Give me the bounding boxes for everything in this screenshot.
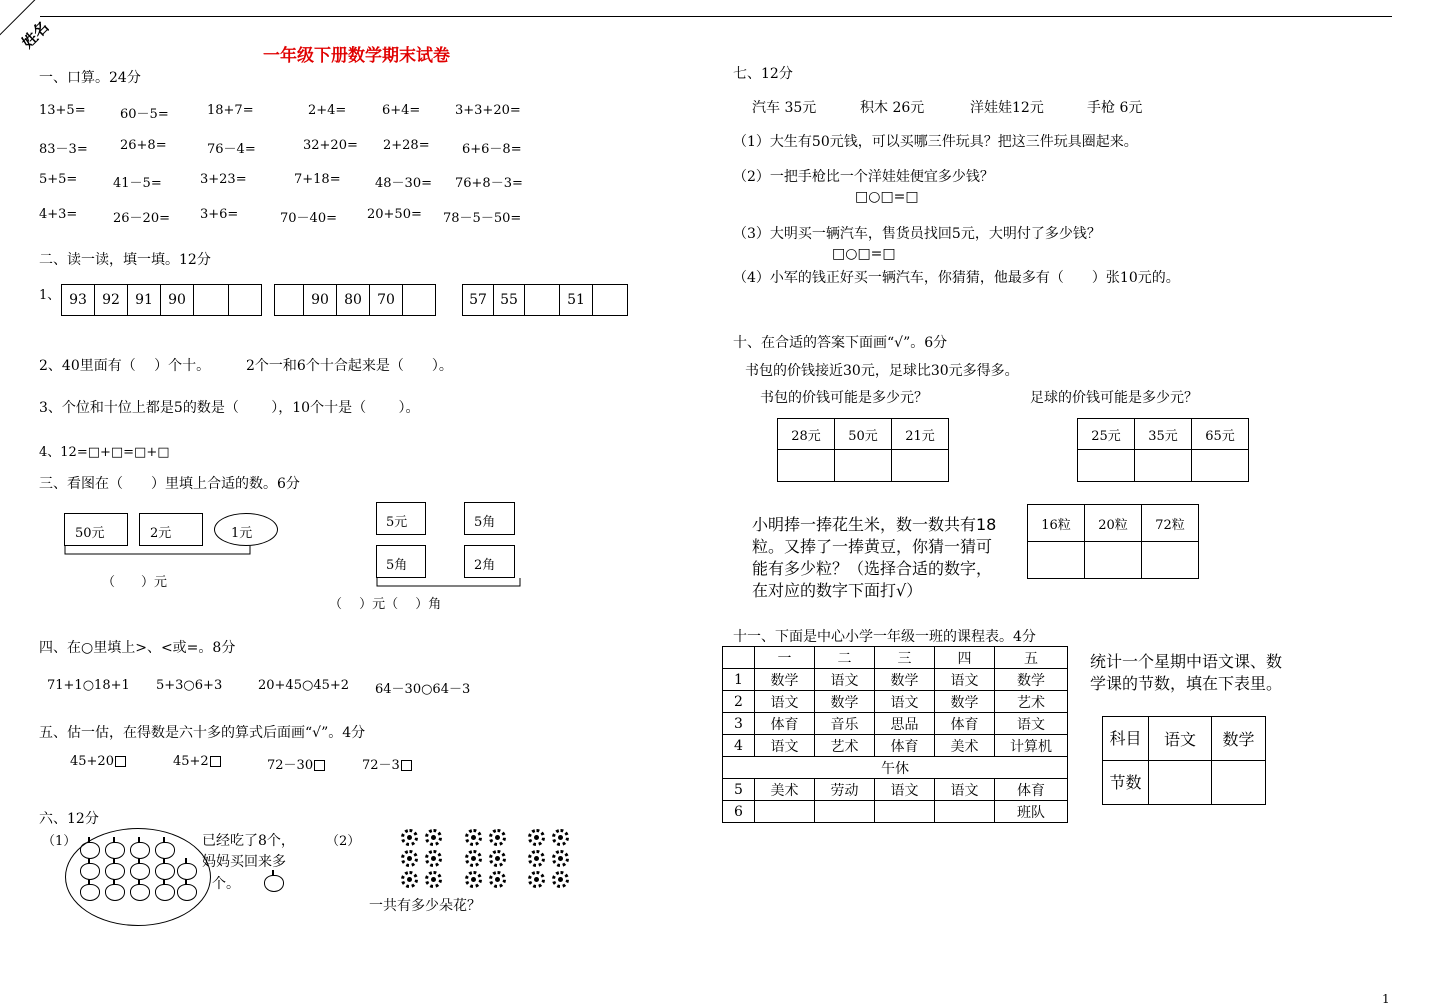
- apple-icon: [155, 842, 175, 859]
- coin-1-yuan: 1元: [214, 513, 278, 546]
- apple-icon: [80, 884, 100, 901]
- seq-cell: 92: [95, 285, 128, 316]
- ball-options-table: [1077, 418, 1249, 482]
- s7-q4: （4）小军的钱正好买一辆汽车，你猜猜，他最多有（ ）张10元的。: [733, 270, 1180, 286]
- peanut-options-table: [1027, 504, 1199, 579]
- coin-5-jiao-1: 5角: [464, 502, 515, 535]
- stat-answer-chinese[interactable]: [1149, 761, 1212, 805]
- estimate-item[interactable]: 45+20: [70, 754, 127, 769]
- day-header: 四: [935, 647, 995, 669]
- flower-icon: [552, 850, 569, 867]
- s2-q4: 4、12=□+□=□+□: [39, 445, 170, 460]
- option-cell: 65元: [1192, 419, 1249, 450]
- apple-icon: [80, 842, 100, 859]
- flower-icon: [489, 871, 506, 888]
- compare-item[interactable]: 71+1○18+1: [47, 678, 130, 693]
- day-header: 三: [875, 647, 935, 669]
- lunch-break-row: 午休: [723, 757, 1068, 779]
- seq-blank[interactable]: [403, 285, 436, 316]
- stat-header-math: 数学: [1212, 717, 1266, 761]
- compare-item[interactable]: 20+45○45+2: [258, 678, 350, 693]
- option-cell: 16粒: [1028, 505, 1085, 542]
- apple-icon: [155, 863, 175, 880]
- s7-q1: （1）大生有50元钱，可以买哪三件玩具？把这三件玩具圈起来。: [733, 134, 1138, 150]
- arith-problem[interactable]: 83－3=: [39, 142, 88, 157]
- s2-q3: 3、个位和十位上都是5的数是（ ），10个十是（ ）。: [39, 400, 420, 416]
- coin-5-jiao-2: 5角: [376, 545, 426, 578]
- day-header: 五: [995, 647, 1068, 669]
- flower-icon: [552, 871, 569, 888]
- seq-blank[interactable]: [275, 285, 304, 316]
- s6-q1-text1: 已经吃了8个，: [202, 833, 295, 849]
- price-item: 手枪 6元: [1087, 100, 1143, 116]
- s3-heading: 三、看图在（ ）里填上合适的数。6分: [39, 476, 300, 492]
- answer-cell[interactable]: [1078, 450, 1135, 482]
- seq-table-3: [462, 284, 628, 316]
- s3-answer-2[interactable]: （ ）元（ ）角: [329, 597, 442, 612]
- apple-icon: [105, 863, 125, 880]
- estimate-item[interactable]: 72－30: [267, 754, 326, 773]
- option-cell: 28元: [778, 419, 835, 450]
- apple-icon: [80, 863, 100, 880]
- arith-problem[interactable]: 2+4=: [308, 103, 347, 118]
- coin-50-yuan: 50元: [64, 513, 128, 546]
- flower-icon: [465, 829, 482, 846]
- s2-q2a: 2、40里面有（ ）个十。: [39, 358, 211, 374]
- timetable-row: 4 语文 艺术 体育 美术 计算机: [723, 735, 1068, 757]
- flower-icon: [465, 871, 482, 888]
- answer-cell[interactable]: [1142, 542, 1199, 579]
- s5-heading: 五、估一估，在得数是六十多的算式后面画“√”。4分: [39, 725, 366, 741]
- timetable-row: 3 体育 音乐 思品 体育 语文: [723, 713, 1068, 735]
- flower-icon: [425, 829, 442, 846]
- checkbox-square[interactable]: [401, 760, 412, 771]
- page-number: 1: [1382, 992, 1390, 1006]
- coin-5-yuan: 5元: [376, 502, 426, 535]
- timetable-row: 1 数学 语文 数学 语文 数学: [723, 669, 1068, 691]
- s7-heading: 七、12分: [733, 66, 793, 82]
- apple-icon: [105, 884, 125, 901]
- answer-cell[interactable]: [1085, 542, 1142, 579]
- arith-problem[interactable]: 13+5=: [39, 103, 86, 118]
- seq-blank[interactable]: [525, 285, 560, 316]
- arith-problem[interactable]: 4+3=: [39, 207, 78, 222]
- stat-header-subject: 科目: [1103, 717, 1149, 761]
- s7-q3-equation[interactable]: □○□=□: [832, 246, 896, 262]
- flower-icon: [489, 850, 506, 867]
- s6-q2-question: 一共有多少朵花？: [369, 898, 481, 914]
- s10-bag-question: 书包的价钱可能是多少元？: [760, 390, 928, 406]
- s6-q1-text2: 妈妈买回来多: [202, 854, 286, 870]
- coin-2-yuan: 2元: [139, 513, 203, 546]
- arith-problem[interactable]: 26－20=: [113, 211, 170, 226]
- seq-cell: 93: [62, 285, 95, 316]
- seq-cell: 57: [463, 285, 494, 316]
- s6-q1-text3: 个。: [212, 876, 240, 892]
- flower-icon: [489, 829, 506, 846]
- answer-cell[interactable]: [835, 450, 892, 482]
- answer-cell[interactable]: [1135, 450, 1192, 482]
- compare-item[interactable]: 5+3○6+3: [156, 678, 223, 693]
- checkbox-square[interactable]: [210, 756, 221, 767]
- flower-icon: [528, 829, 545, 846]
- apple-icon: [177, 884, 197, 901]
- apple-icon: [130, 863, 150, 880]
- flower-icon: [401, 829, 418, 846]
- s4-heading: 四、在○里填上>、<或=。8分: [39, 640, 236, 656]
- s3-answer-1[interactable]: （ ）元: [102, 575, 168, 590]
- stat-row-label: 节数: [1103, 761, 1149, 805]
- arith-problem[interactable]: 18+7=: [207, 103, 254, 118]
- seq-blank[interactable]: [593, 285, 628, 316]
- price-item: 积木 26元: [860, 100, 925, 116]
- brace-2: [375, 578, 525, 594]
- s1-heading: 一、口算。24分: [39, 70, 141, 86]
- stat-instruction: 统计一个星期中语文课、数学课的节数，填在下表里。: [1090, 652, 1283, 693]
- s10-intro: 书包的价钱接近30元，足球比30元多得多。: [745, 363, 1019, 379]
- s7-q3: （3）大明买一辆汽车，售货员找回5元，大明付了多少钱？: [733, 226, 1101, 242]
- estimate-item[interactable]: 45+2: [173, 754, 222, 769]
- apple-icon: [264, 875, 284, 892]
- apple-icon: [105, 842, 125, 859]
- flower-icon: [425, 850, 442, 867]
- answer-cell[interactable]: [892, 450, 949, 482]
- option-cell: 72粒: [1142, 505, 1199, 542]
- s11-heading: 十一、下面是中心小学一年级一班的课程表。4分: [733, 629, 1036, 645]
- option-cell: 35元: [1135, 419, 1192, 450]
- seq-table-2: [274, 284, 436, 316]
- arith-problem[interactable]: 20+50=: [367, 207, 422, 222]
- stat-header-chinese: 语文: [1149, 717, 1212, 761]
- arith-problem[interactable]: 3+23=: [200, 172, 247, 187]
- coin-2-jiao: 2角: [464, 545, 515, 578]
- flower-icon: [465, 850, 482, 867]
- flower-icon: [401, 850, 418, 867]
- apple-icon: [177, 863, 197, 880]
- arith-problem[interactable]: 76－4=: [207, 142, 256, 157]
- flower-icon: [528, 871, 545, 888]
- seq-cell: 55: [494, 285, 525, 316]
- s7-q2: （2）一把手枪比一个洋娃娃便宜多少钱？: [733, 169, 994, 185]
- s2-q2b: 2个一和6个十合起来是（ ）。: [246, 358, 453, 374]
- day-header: 一: [755, 647, 815, 669]
- arith-problem[interactable]: 26+8=: [120, 138, 167, 153]
- arith-problem[interactable]: 78－5－50=: [443, 211, 522, 226]
- flower-icon: [401, 871, 418, 888]
- timetable: [722, 646, 1068, 823]
- name-label: 姓名: [18, 17, 53, 52]
- answer-cell[interactable]: [1028, 542, 1085, 579]
- seq-cell: 91: [128, 285, 161, 316]
- arith-problem[interactable]: 3+3+20=: [455, 103, 521, 118]
- timetable-row: 2 语文 数学 语文 数学 艺术: [723, 691, 1068, 713]
- arith-problem[interactable]: 41－5=: [113, 176, 162, 191]
- page-title: 一年级下册数学期末试卷: [263, 46, 450, 66]
- arith-problem[interactable]: 48－30=: [375, 176, 432, 191]
- arith-problem[interactable]: 76+8－3=: [455, 176, 523, 191]
- bag-options-table: [777, 418, 949, 482]
- s7-q2-equation[interactable]: □○□=□: [855, 189, 919, 205]
- apple-icon: [130, 842, 150, 859]
- price-item: 洋娃娃12元: [970, 100, 1044, 116]
- seq-cell: 90: [161, 285, 194, 316]
- option-cell: 25元: [1078, 419, 1135, 450]
- flower-icon: [425, 871, 442, 888]
- flower-icon: [552, 829, 569, 846]
- arith-problem[interactable]: 6+6－8=: [462, 142, 522, 157]
- seq-cell: 70: [370, 285, 403, 316]
- s6-q1-label: （1）: [42, 834, 77, 849]
- option-cell: 21元: [892, 419, 949, 450]
- timetable-row: 6 班队: [723, 801, 1068, 823]
- flower-icon: [528, 850, 545, 867]
- arith-problem[interactable]: 3+6=: [200, 207, 239, 222]
- option-cell: 50元: [835, 419, 892, 450]
- s10-ball-question: 足球的价钱可能是多少元？: [1030, 390, 1198, 406]
- apple-icon: [155, 884, 175, 901]
- s2-q1-label: 1、: [39, 288, 61, 303]
- s6-heading: 六、12分: [39, 811, 99, 827]
- seq-cell: 51: [560, 285, 593, 316]
- compare-item[interactable]: 64－30○64－3: [375, 682, 471, 697]
- estimate-item[interactable]: 72－3: [362, 754, 413, 773]
- apple-icon: [130, 884, 150, 901]
- checkbox-square[interactable]: [115, 756, 126, 767]
- seq-blank[interactable]: [194, 285, 229, 316]
- arith-problem[interactable]: 2+28=: [383, 138, 430, 153]
- s6-q2-label: （2）: [326, 834, 361, 849]
- answer-cell[interactable]: [1192, 450, 1249, 482]
- stat-table: [1102, 716, 1266, 805]
- arith-problem[interactable]: 32+20=: [303, 138, 358, 153]
- seq-cell: 80: [337, 285, 370, 316]
- s10-heading: 十、在合适的答案下面画“√”。6分: [733, 335, 948, 351]
- arith-problem[interactable]: 70－40=: [280, 211, 337, 226]
- timetable-row: 5 美术 劳动 语文 语文 体育: [723, 779, 1068, 801]
- option-cell: 20粒: [1085, 505, 1142, 542]
- day-header: 二: [815, 647, 875, 669]
- arith-problem[interactable]: 5+5=: [39, 172, 78, 187]
- price-item: 汽车 35元: [752, 100, 817, 116]
- seq-blank[interactable]: [229, 285, 262, 316]
- checkbox-square[interactable]: [314, 760, 325, 771]
- answer-cell[interactable]: [778, 450, 835, 482]
- seq-table-1: [61, 284, 262, 316]
- arith-problem[interactable]: 7+18=: [294, 172, 341, 187]
- top-rule: [40, 16, 1392, 17]
- arith-problem[interactable]: 60－5=: [120, 107, 169, 122]
- stat-answer-math[interactable]: [1212, 761, 1266, 805]
- peanut-question: 小明捧一捧花生米，数一数共有18粒。又捧了一捧黄豆，你猜一猜可能有多少粒？（选择合适的数字，在对应的数字下面打√）: [752, 515, 997, 600]
- arith-problem[interactable]: 6+4=: [382, 103, 421, 118]
- s2-heading: 二、读一读，填一填。12分: [39, 252, 211, 268]
- brace-1: [63, 546, 263, 562]
- seq-cell: 90: [304, 285, 337, 316]
- timetable-corner: [723, 647, 755, 669]
